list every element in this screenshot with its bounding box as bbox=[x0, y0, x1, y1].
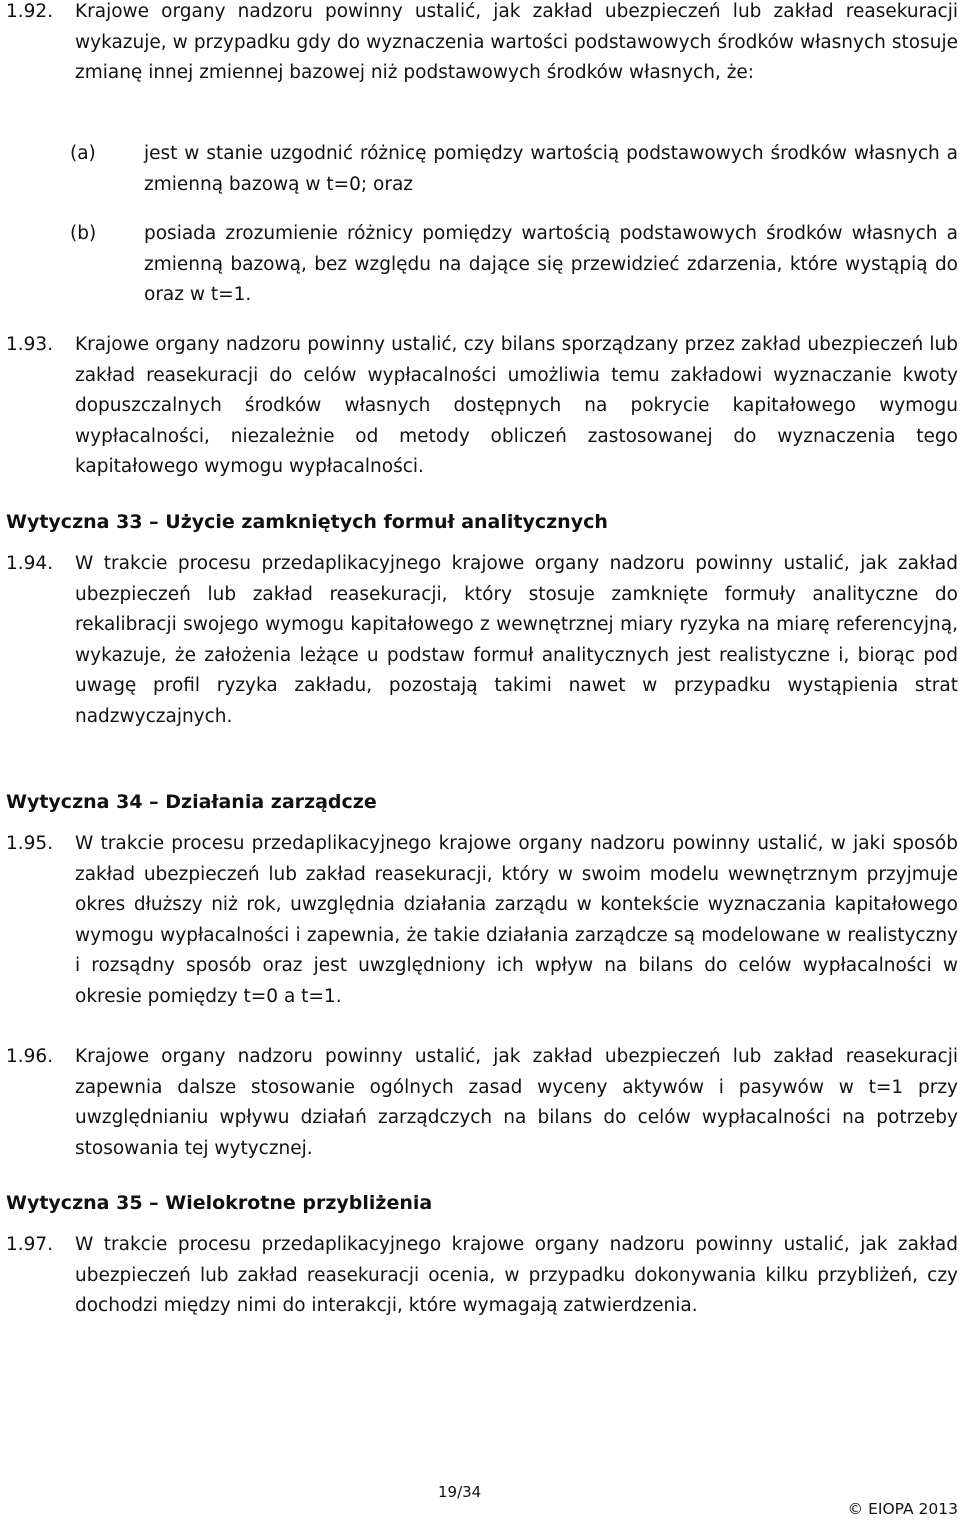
paragraph-text: W trakcie procesu przedaplikacyjnego krajowe organy nadzoru powinny ustalić, jak zakład ubezpieczeń lub zakład reasekuracji, który stosuje zamknięte formuły analityczne do rekalibracji swojego wymogu kapitałowego z wewnętrznej miary ryzyka na miarę referencyjną, wykazuje, że założenia leżące u podstaw formuł analitycznych jest realistyczne i, biorąc pod uwagę profil ryzyka zakładu, pozostają takimi nawet w przypadku wystąpienia strat nadzwyczajnych. bbox=[75, 553, 958, 727]
paragraph-number: 1.94. bbox=[6, 553, 54, 574]
subitem-label: (a) bbox=[70, 143, 96, 164]
copyright-notice: © EIOPA 2013 bbox=[847, 1500, 958, 1518]
paragraph-text: Krajowe organy nadzoru powinny ustalić, jak zakład ubezpieczeń lub zakład reasekuracji wykazuje, w przypadku gdy do wyznaczenia wartości podstawowych środków własnych stosuje zmianę innej zmiennej bazowej niż podstawowych środków własnych, że: bbox=[75, 1, 958, 83]
subitem-b bbox=[70, 219, 958, 311]
paragraph-1-93 bbox=[6, 330, 958, 483]
paragraph-1-97 bbox=[6, 1230, 958, 1322]
page-number: 19/34 bbox=[438, 1483, 482, 1501]
paragraph-1-94 bbox=[6, 549, 958, 732]
paragraph-text: Krajowe organy nadzoru powinny ustalić, czy bilans sporządzany przez zakład ubezpieczeń lub zakład reasekuracji do celów wypłacalności umożliwia temu zakładowi wyznaczanie kwoty dopuszczalnych środków własnych dostępnych na pokrycie kapitałowego wymogu wypłacalności, niezależnie od metody obliczeń zastosowanej do wyznaczenia tego kapitałowego wymogu wypłacalności. bbox=[75, 334, 958, 477]
paragraph-number: 1.95. bbox=[6, 833, 54, 854]
guideline-heading-35: Wytyczna 35 – Wielokrotne przybliżenia bbox=[6, 1192, 433, 1214]
paragraph-text: W trakcie procesu przedaplikacyjnego krajowe organy nadzoru powinny ustalić, w jaki sposób zakład ubezpieczeń lub zakład reasekuracji, który w swoim modelu wewnętrznym przyjmuje okres dłuższy niż rok, uwzględnia działania zarządu w kontekście wyznaczania kapitałowego wymogu wypłacalności i zapewnia, że takie działania zarządcze są modelowane w realistyczny i rozsądny sposób oraz jest uwzględniony ich wpływ na bilans do celów wypłacalności w okresie pomiędzy t=0 a t=1. bbox=[75, 833, 958, 1007]
paragraph-number: 1.96. bbox=[6, 1046, 54, 1067]
subitem-text: posiada zrozumienie różnicy pomiędzy wartością podstawowych środków własnych a zmienną bazową, bez względu na dające się przewidzieć zdarzenia, które wystąpią do oraz w t=1. bbox=[144, 223, 958, 305]
paragraph-1-92 bbox=[6, 0, 958, 89]
paragraph-text: W trakcie procesu przedaplikacyjnego krajowe organy nadzoru powinny ustalić, jak zakład ubezpieczeń lub zakład reasekuracji ocenia, w przypadku dokonywania kilku przybliżeń, czy dochodzi między nimi do interakcji, które wymagają zatwierdzenia. bbox=[75, 1234, 958, 1316]
guideline-heading-34: Wytyczna 34 – Działania zarządcze bbox=[6, 791, 377, 813]
paragraph-1-96 bbox=[6, 1042, 958, 1164]
subitem-label: (b) bbox=[70, 223, 97, 244]
paragraph-text: Krajowe organy nadzoru powinny ustalić, jak zakład ubezpieczeń lub zakład reasekuracji zapewnia dalsze stosowanie ogólnych zasad wyceny aktywów i pasywów w t=1 przy uwzględnianiu wpływu działań zarządczych na bilans do celów wypłacalności na potrzeby stosowania tej wytycznej. bbox=[75, 1046, 958, 1159]
guideline-heading-33: Wytyczna 33 – Użycie zamkniętych formuł analitycznych bbox=[6, 511, 608, 533]
paragraph-number: 1.92. bbox=[6, 1, 54, 22]
paragraph-1-95 bbox=[6, 829, 958, 1012]
subitem-text: jest w stanie uzgodnić różnicę pomiędzy wartością podstawowych środków własnych a zmienną bazową w t=0; oraz bbox=[144, 143, 958, 195]
subitem-a bbox=[70, 139, 958, 200]
paragraph-number: 1.97. bbox=[6, 1234, 54, 1255]
paragraph-number: 1.93. bbox=[6, 334, 54, 355]
